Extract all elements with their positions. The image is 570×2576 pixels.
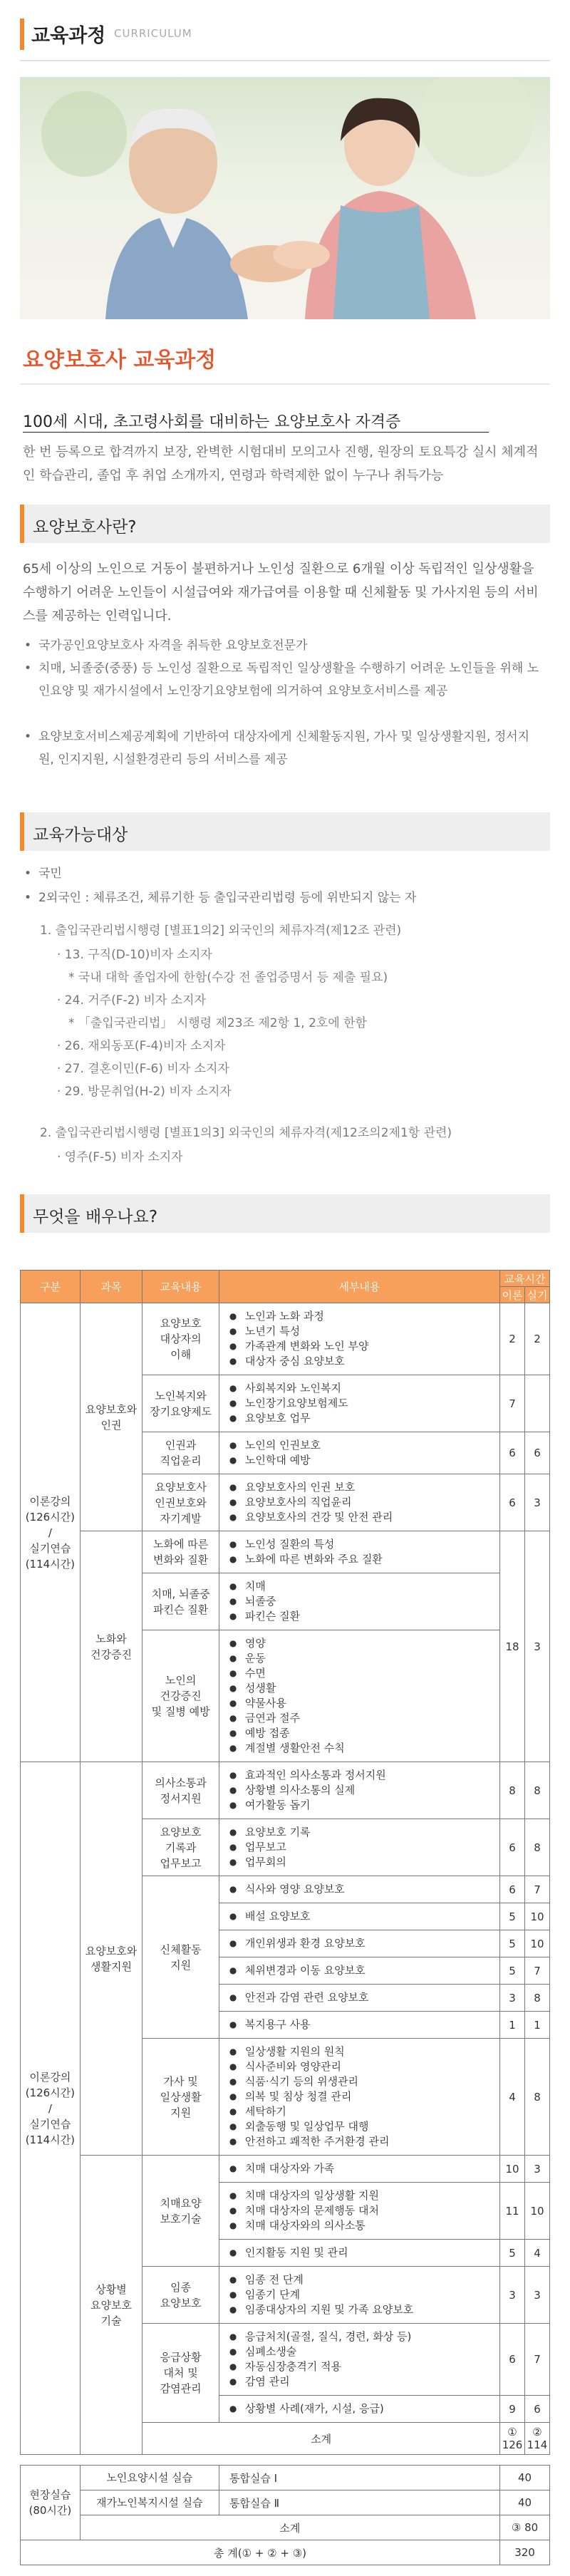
practice-hours: 8: [525, 2039, 550, 2156]
header-accent-bar: [20, 19, 24, 50]
table-row: [21, 2156, 550, 2183]
theory-hours: 6: [500, 1474, 525, 1531]
theory-hours: 10: [500, 2156, 525, 2183]
detail-cell: ● 치매 ● 뇌졸중 ● 파킨슨 질환: [219, 1573, 499, 1630]
field-subtotal-row: [21, 2515, 550, 2540]
practice-hours: 3: [525, 1474, 550, 1531]
content-cell: 치매, 뇌졸중 파킨슨 질환: [142, 1573, 219, 1630]
section-learn: [20, 1194, 550, 1233]
practice-hours: 3: [525, 2156, 550, 2183]
practice-hours: 10: [525, 1930, 550, 1957]
practice-hours: 6: [525, 2396, 550, 2423]
theory-hours: 6: [500, 1819, 525, 1876]
page-title: 교육과정: [31, 25, 106, 47]
theory-hours: 3: [500, 1985, 525, 2012]
program-intro: 한 번 등록으로 합격까지 보장, 완벽한 시험대비 모의고사 진행, 원장의 토요특강 실시 체계적인 학습관리, 졸업 후 취업 소개까지, 연령과 학력제한 없이 누구나 취득가능: [23, 445, 539, 483]
field-division-cell: 현장실습 (80시간): [21, 2466, 81, 2540]
eligible-item: · 24. 거주(F-2) 비자 소지자: [57, 993, 207, 1008]
content-cell: 응급상황 대처 및 감염관리: [142, 2324, 219, 2423]
practice-hours: 7: [525, 1957, 550, 1985]
practice-hours: 4: [525, 2240, 550, 2267]
header-divider: [20, 60, 550, 61]
practice-hours: 10: [525, 1903, 550, 1930]
eligible-group2-title: 2. 출입국관리법시행령 [별표1의3] 외국인의 체류자격(제12조의2제1항 관련): [40, 1126, 452, 1140]
division-cell: 이론강의 (126시간) / 실기연습 (114시간): [21, 1762, 81, 2455]
detail-cell: ● 영양 ● 운동 ● 수면 ● 성생활 ● 약물사용 ● 금연과 절주 ● 예방 접종 ● 계절별 생활안전 수칙: [219, 1630, 499, 1762]
detail-cell: ● 개인위생과 환경 요양보호: [219, 1930, 499, 1957]
col-division: 구분: [21, 1271, 81, 1303]
detail-cell: ● 응급처치(골절, 질식, 경련, 화상 등) ● 심폐소생술 ● 자동심장충격기 적용 ● 감염 관리: [219, 2324, 499, 2396]
detail-cell: ● 요양보호사의 인권 보호 ● 요양보호사의 직업윤리 ● 요양보호사의 건강 및 안전 관리: [219, 1474, 499, 1531]
eligible-note: * 국내 대학 졸업자에 한함(수강 전 졸업증명서 등 제출 필요): [68, 971, 388, 985]
practice-hours: 7: [525, 2324, 550, 2396]
detail-cell: ● 식사와 영양 요양보호: [219, 1876, 499, 1903]
field-row: [21, 2466, 550, 2490]
detail-cell: ● 치매 대상자와 가족: [219, 2156, 499, 2183]
theory-hours: 9: [500, 2396, 525, 2423]
subtotal-practice: ② 114: [525, 2423, 550, 2455]
eligible-item: · 영주(F-5) 비자 소지자: [57, 1150, 183, 1164]
table-row: [21, 1303, 550, 1375]
eligible-group1-title: 1. 출입국관리법시행령 [별표1의2] 외국인의 체류자격(제12조 관련): [40, 924, 402, 938]
what-body: 65세 이상의 노인으로 거동이 불편하거나 노인성 질환으로 6개월 이상 독립적인 일상생활을 수행하기 어려운 노인들이 시설급여와 재가급여를 이용할 때 신체활동 및 가사지원 등의 서비스를 제공하는 인력입니다.: [23, 562, 539, 624]
practice-hours: 3: [525, 2267, 550, 2324]
practice-hours: 3: [525, 1531, 550, 1762]
col-content: 교육내용: [142, 1271, 219, 1303]
practice-hours: 8: [525, 1762, 550, 1819]
field-row: [21, 2490, 550, 2515]
content-cell: 가사 및 일상생활 지원: [142, 2039, 219, 2156]
subtotal-label: 소계: [142, 2423, 500, 2455]
detail-cell: ● 상황별 사례(재가, 시설, 응급): [219, 2396, 499, 2423]
content-cell: 의사소통과 정서지원: [142, 1762, 219, 1819]
field-place: 재가노인복지시설 실습: [80, 2490, 219, 2515]
practice-hours: 6: [525, 1432, 550, 1474]
section-heading: 요양보호사란?: [33, 518, 137, 537]
theory-hours: 5: [500, 1930, 525, 1957]
theory-hours: 3: [500, 2267, 525, 2324]
content-cell: 노인의 건강증진 및 질병 예방: [142, 1630, 219, 1762]
detail-cell: ● 복지용구 사용: [219, 2012, 499, 2039]
detail-cell: ● 일상생활 지원의 원칙 ● 식사준비와 영양관리 ● 식품·식기 등의 위생관리 ● 의복 및 침상 청결 관리 ● 세탁하기 ● 외출동행 및 일상업무 대행 ● 안전하고 쾌적한 주거환경 관리: [219, 2039, 499, 2156]
section-accent-bar: [20, 505, 24, 543]
detail-cell: ● 안전과 감염 관련 요양보호: [219, 1985, 499, 2012]
detail-cell: ● 노인과 노화 과정 ● 노년기 특성 ● 가족관계 변화와 노인 부양 ● 대상자 중심 요양보호: [219, 1303, 499, 1375]
division-cell: 이론강의 (126시간) / 실기연습 (114시간): [21, 1303, 81, 1762]
what-bullet: • 국가공인요양보호사 자격을 취득한 요양보호전문가: [24, 638, 308, 653]
program-title: 요양보호사 교육과정: [23, 348, 217, 373]
detail-cell: ● 노인성 질환의 특성 ● 노화에 따른 변화와 주요 질환: [219, 1531, 499, 1573]
section-heading: 무엇을 배우나요?: [33, 1208, 158, 1226]
eligible-bullet: • 2외국인 : 체류조건, 체류기한 등 출입국관리법령 등에 위반되지 않는 자: [24, 891, 417, 905]
theory-hours: 5: [500, 1957, 525, 1985]
table-spacer: [21, 2455, 550, 2466]
program-divider: [20, 383, 550, 385]
detail-cell: ● 요양보호 기록 ● 업무보고 ● 업무회의: [219, 1819, 499, 1876]
grand-total: 320: [500, 2540, 550, 2565]
eligible-note: * 「출입국관리법」 시행령 제23조 제2항 1, 2호에 한함: [68, 1016, 367, 1030]
field-subtotal-label: 소계: [80, 2515, 499, 2540]
subtotal-theory: ① 126: [500, 2423, 525, 2455]
content-cell: 요양보호사 인권보호와 자기계발: [142, 1474, 219, 1531]
content-cell: 노인복지와 장기요양제도: [142, 1375, 219, 1432]
content-cell: 노화에 따른 변화와 질환: [142, 1531, 219, 1573]
detail-cell: ● 임종 전 단계 ● 임종기 단계 ● 임종대상자의 지원 및 가족 요양보호: [219, 2267, 499, 2324]
content-cell: 신체활동 지원: [142, 1876, 219, 2039]
practice-hours: 10: [525, 2183, 550, 2240]
theory-hours: 1: [500, 2012, 525, 2039]
col-course: 과목: [80, 1271, 142, 1303]
theory-hours: 6: [500, 1876, 525, 1903]
eligible-item: · 29. 방문취업(H-2) 비자 소지자: [57, 1085, 232, 1099]
practice-hours: 2: [525, 1303, 550, 1375]
page-header: [0, 0, 570, 68]
theory-hours: 4: [500, 2039, 525, 2156]
col-practice: 실기: [525, 1287, 550, 1303]
eligible-item: · 26. 재외동포(F-4)비자 소지자: [57, 1039, 226, 1053]
theory-hours: 6: [500, 2324, 525, 2396]
detail-cell: ● 배설 요양보호: [219, 1903, 499, 1930]
section-accent-bar: [20, 1194, 24, 1233]
practice-hours: 8: [525, 1985, 550, 2012]
field-place: 노인요양시설 실습: [80, 2466, 219, 2490]
detail-cell: ● 효과적인 의사소통과 정서지원 ● 상황별 의사소통의 실제 ● 여가활동 돕기: [219, 1762, 499, 1819]
course-cell: 노화와 건강증진: [80, 1531, 142, 1762]
detail-cell: ● 치매 대상자의 일상생활 지원 ● 치매 대상자의 문제행동 대처 ● 치매 대상자와의 의사소통: [219, 2183, 499, 2240]
col-detail: 세부내용: [219, 1271, 499, 1303]
curriculum-table: [20, 1270, 550, 2565]
col-theory: 이론: [500, 1287, 525, 1303]
course-cell: 요양보호와 생활지원: [80, 1762, 142, 2156]
content-cell: 요양보호 대상자의 이해: [142, 1303, 219, 1375]
practice-hours: 1: [525, 2012, 550, 2039]
theory-hours: 8: [500, 1762, 525, 1819]
content-cell: 치매요양 보호기술: [142, 2156, 219, 2267]
section-accent-bar: [20, 812, 24, 851]
field-kind: 통합실습 Ⅱ: [219, 2490, 499, 2515]
field-hours: 40: [500, 2490, 550, 2515]
theory-hours: 11: [500, 2183, 525, 2240]
course-cell: 요양보호와 인권: [80, 1303, 142, 1531]
theory-hours: 5: [500, 1903, 525, 1930]
eligible-bullet: • 국민: [24, 867, 62, 881]
practice-hours: [525, 1375, 550, 1432]
detail-cell: ● 사회복지와 노인복지 ● 노인장기요양보험제도 ● 요양보호 업무: [219, 1375, 499, 1432]
theory-hours: 5: [500, 2240, 525, 2267]
theory-hours: 18: [500, 1531, 525, 1762]
col-hours: 교육시간: [500, 1271, 550, 1287]
theory-hours: 2: [500, 1303, 525, 1375]
field-hours: 40: [500, 2466, 550, 2490]
eligible-item: · 13. 구직(D-10)비자 소지자: [57, 948, 212, 962]
field-kind: 통합실습 Ⅰ: [219, 2466, 499, 2490]
course-cell: 상황별 요양보호 기술: [80, 2156, 142, 2455]
detail-cell: ● 체위변경과 이동 요양보호: [219, 1957, 499, 1985]
table-row: [21, 1531, 550, 1573]
grand-total-label: 총 계(① + ② + ③): [21, 2540, 500, 2565]
what-bullet: • 치매, 뇌졸중(중풍) 등 노인성 질환으로 독립적인 일상생활을 수행하기 어려운 노인들을 위해 노인요양 및 재가시설에서 노인장기요양보험에 의거하여 요양보호서비스를 제공: [24, 661, 539, 698]
content-cell: 임종 요양보호: [142, 2267, 219, 2324]
content-cell: 요양보호 기록과 업무보고: [142, 1819, 219, 1876]
what-bullet: • 요양보호서비스제공계획에 기반하여 대상자에게 신체활동지원, 가사 및 일상생활지원, 정서지원, 인지지원, 시설환경관리 등의 서비스를 제공: [24, 730, 530, 767]
theory-hours: 7: [500, 1375, 525, 1432]
section-what: [20, 505, 550, 543]
practice-hours: 8: [525, 1819, 550, 1876]
content-cell: 인권과 직업윤리: [142, 1432, 219, 1474]
hero-photo: [20, 77, 550, 319]
section-heading: 교육가능대상: [33, 826, 128, 844]
eligible-item: · 27. 결혼이민(F-6) 비자 소지자: [57, 1062, 229, 1076]
section-eligible: [20, 812, 550, 851]
detail-cell: ● 노인의 인권보호 ● 노인학대 예방: [219, 1432, 499, 1474]
program-lead: 100세 시대, 초고령사회를 대비하는 요양보호사 자격증: [23, 413, 401, 431]
detail-cell: ● 인지활동 지원 및 관리: [219, 2240, 499, 2267]
grand-total-row: [21, 2540, 550, 2565]
practice-hours: 7: [525, 1876, 550, 1903]
table-row: [21, 1762, 550, 1819]
field-subtotal: ③ 80: [500, 2515, 550, 2540]
lead-underline: [23, 432, 489, 433]
page-subtitle: CURRICULUM: [114, 27, 192, 40]
theory-hours: 6: [500, 1432, 525, 1474]
